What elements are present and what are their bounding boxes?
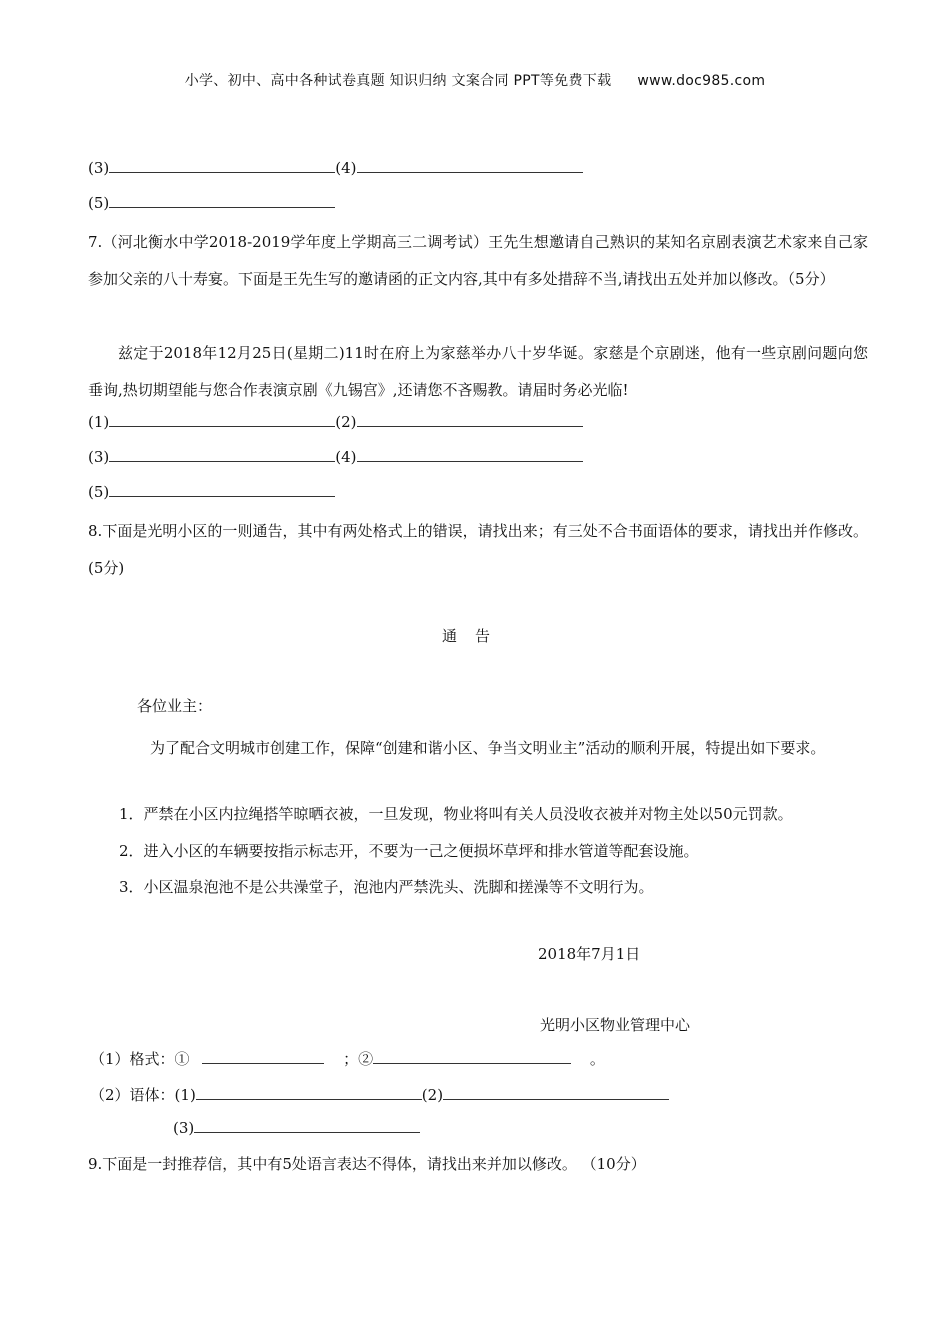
blank-label: （2）语体：(1) [90,1086,196,1104]
notice-rule: 2．进入小区的车辆要按指示标志开，不要为一己之便损坏草坪和排水管道等配套设施。 [119,842,699,860]
header-site: www.doc985.com [637,73,766,89]
answer-blank[interactable] [357,412,583,427]
q7-blank-row-3-4 [88,447,583,466]
q6-blank-row-3-4 [88,158,583,177]
answer-blank[interactable] [109,158,335,173]
answer-blank[interactable] [357,158,583,173]
q7-letter: 兹定于2018年12月25日(星期二)11时在府上为家慈举办八十岁华诞。家慈是个京剧迷，他有一些京剧问题向您垂询,热切期望能与您合作表演京剧《九锡宫》,还请您不吝赐教。请届时务必光临! [88,344,868,399]
blank-label: (2) [335,413,357,431]
answer-blank[interactable] [109,193,335,208]
answer-blank[interactable] [196,1085,422,1100]
answer-blank[interactable] [109,412,335,427]
q6-blank-row-5 [88,193,335,212]
notice-signer: 光明小区物业管理中心 [540,1016,691,1034]
style-answer-row-3 [173,1118,420,1137]
answer-blank[interactable] [109,482,335,497]
blank-label: (5) [88,194,110,212]
answer-blank[interactable] [202,1049,324,1064]
blank-label: (1) [88,413,110,431]
blank-label: ；② [343,1050,374,1068]
q7-stem: 7.（河北衡水中学2018-2019学年度上学期高三二调考试）王先生想邀请自己熟识的某知名京剧表演艺术家来自己家参加父亲的八十寿宴。下面是王先生写的邀请函的正文内容,其中有多处措辞不当,请找出五处并加以修改。（5分） [88,233,868,288]
answer-blank[interactable] [373,1049,571,1064]
notice-rule: 1．严禁在小区内拉绳搭竿晾晒衣被，一旦发现，物业将叫有关人员没收衣被并对物主处以50元罚款。 [119,805,793,823]
notice-salutation: 各位业主： [137,697,213,715]
blank-label: (2) [421,1086,444,1104]
style-answer-row [90,1084,669,1105]
notice-date: 2018年7月1日 [538,945,641,963]
notice-title: 通告 [441,627,508,645]
answer-blank[interactable] [109,447,335,462]
header-text: 小学、初中、高中各种试卷真题 知识归纳 文案合同 PPT等免费下载 [184,73,612,89]
answer-blank[interactable] [194,1118,420,1133]
blank-label: (4) [335,448,357,466]
answer-blank[interactable] [357,447,583,462]
blank-label: (3) [173,1119,195,1137]
q9-stem: 9.下面是一封推荐信，其中有5处语言表达不得体，请找出来并加以修改。 （10分） [88,1155,646,1173]
q7-blank-row-5 [88,482,335,501]
answer-blank[interactable] [443,1085,669,1100]
format-answer-row [90,1048,605,1069]
notice-rule: 3．小区温泉泡池不是公共澡堂子，泡池内严禁洗头、洗脚和搓澡等不文明行为。 [119,878,654,896]
blank-label: （1）格式：① [90,1050,190,1068]
blank-label: (5) [88,483,110,501]
blank-label: (3) [88,448,110,466]
page-header [0,70,950,90]
q8-stem: 8.下面是光明小区的一则通告，其中有两处格式上的错误，请找出来；有三处不合书面语体的要求，请找出并作修改。(5分) [88,522,868,577]
blank-label: (3) [88,159,110,177]
q7-blank-row-1-2 [88,412,583,431]
notice-intro: 为了配合文明城市创建工作，保障“创建和谐小区、争当文明业主”活动的顺利开展，特提出如下要求。 [150,739,826,757]
blank-label: (4) [335,159,357,177]
blank-label: 。 [589,1050,605,1068]
